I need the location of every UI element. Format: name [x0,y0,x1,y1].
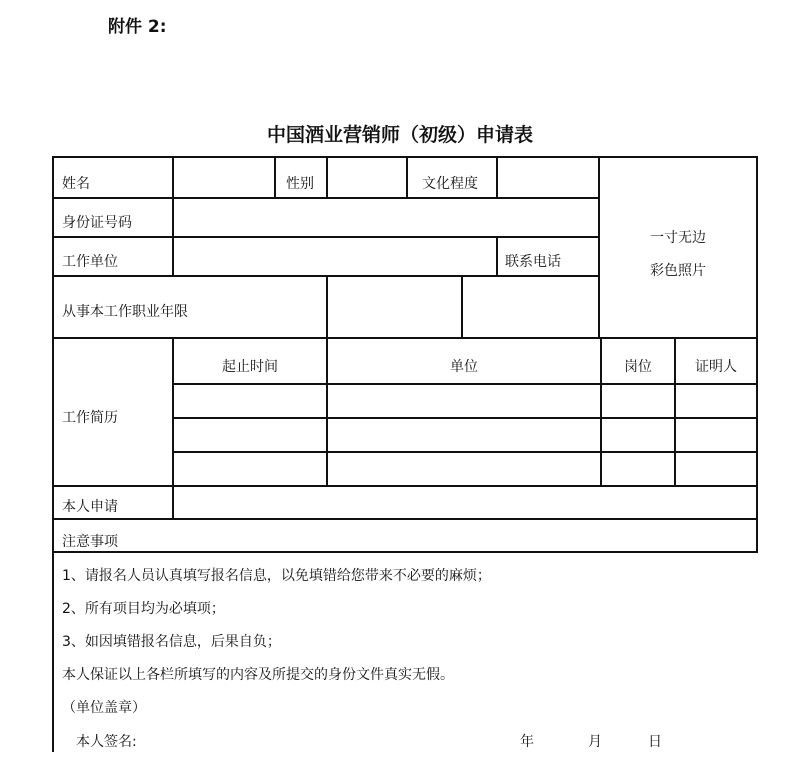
col-header-employer: 单位 [450,359,478,375]
row-line-9 [52,518,758,520]
signature-label: 本人签名: [76,734,137,750]
row-line-4 [52,337,758,339]
row-line-2 [52,236,600,238]
col-line-1a [172,156,174,199]
notes-title: 注意事项 [62,534,118,550]
col-line-1b [274,156,276,199]
id-number-label: 身份证号码 [62,215,132,231]
note-item: 2、所有项目均为必填项； [62,601,225,617]
seal-label: （单位盖章） [62,700,146,716]
row-line-6 [172,417,758,419]
top-border [52,156,758,158]
day-label: 日 [648,734,662,750]
note-item: 1、请报名人员认真填写报名信息，以免填错给您带来不必要的麻烦； [62,568,491,584]
right-border [756,156,758,552]
row-line-7 [172,451,758,453]
col-line-4a [326,275,328,339]
col-line-2a [172,197,174,277]
form-title: 中国酒业营销师（初级）申请表 [266,124,533,146]
col-line-4b [461,275,463,339]
left-border [52,156,54,752]
col-line-1d [406,156,408,199]
application-label: 本人申请 [62,499,118,515]
education-label: 文化程度 [422,176,478,192]
declaration-text: 本人保证以上各栏所填写的内容及所提交的身份文件真实无假。 [62,667,454,683]
work-years-label: 从事本工作职业年限 [62,304,188,320]
employer-label: 工作单位 [62,254,118,270]
col-line-1e [496,156,498,199]
year-label: 年 [520,734,534,750]
row-line-10 [52,551,758,553]
col-header-period: 起止时间 [222,359,278,375]
photo-divider [598,156,600,339]
col-line-1c [326,156,328,199]
col-header-position: 岗位 [624,359,652,375]
phone-label: 联系电话 [505,254,561,270]
gender-label: 性别 [286,176,314,192]
row-line-5 [172,383,758,385]
photo-instruction-line1: 一寸无边 [650,230,706,246]
work-history-label: 工作简历 [62,410,118,426]
row-line-8 [52,485,758,487]
month-label: 月 [588,734,602,750]
col-line-3a [496,236,498,277]
photo-instruction-line2: 彩色照片 [650,263,706,279]
col-header-witness: 证明人 [695,359,737,375]
attachment-label: 附件 2: [108,17,167,37]
note-item: 3、如因填错报名信息，后果自负； [62,634,281,650]
name-label: 姓名 [62,176,90,192]
